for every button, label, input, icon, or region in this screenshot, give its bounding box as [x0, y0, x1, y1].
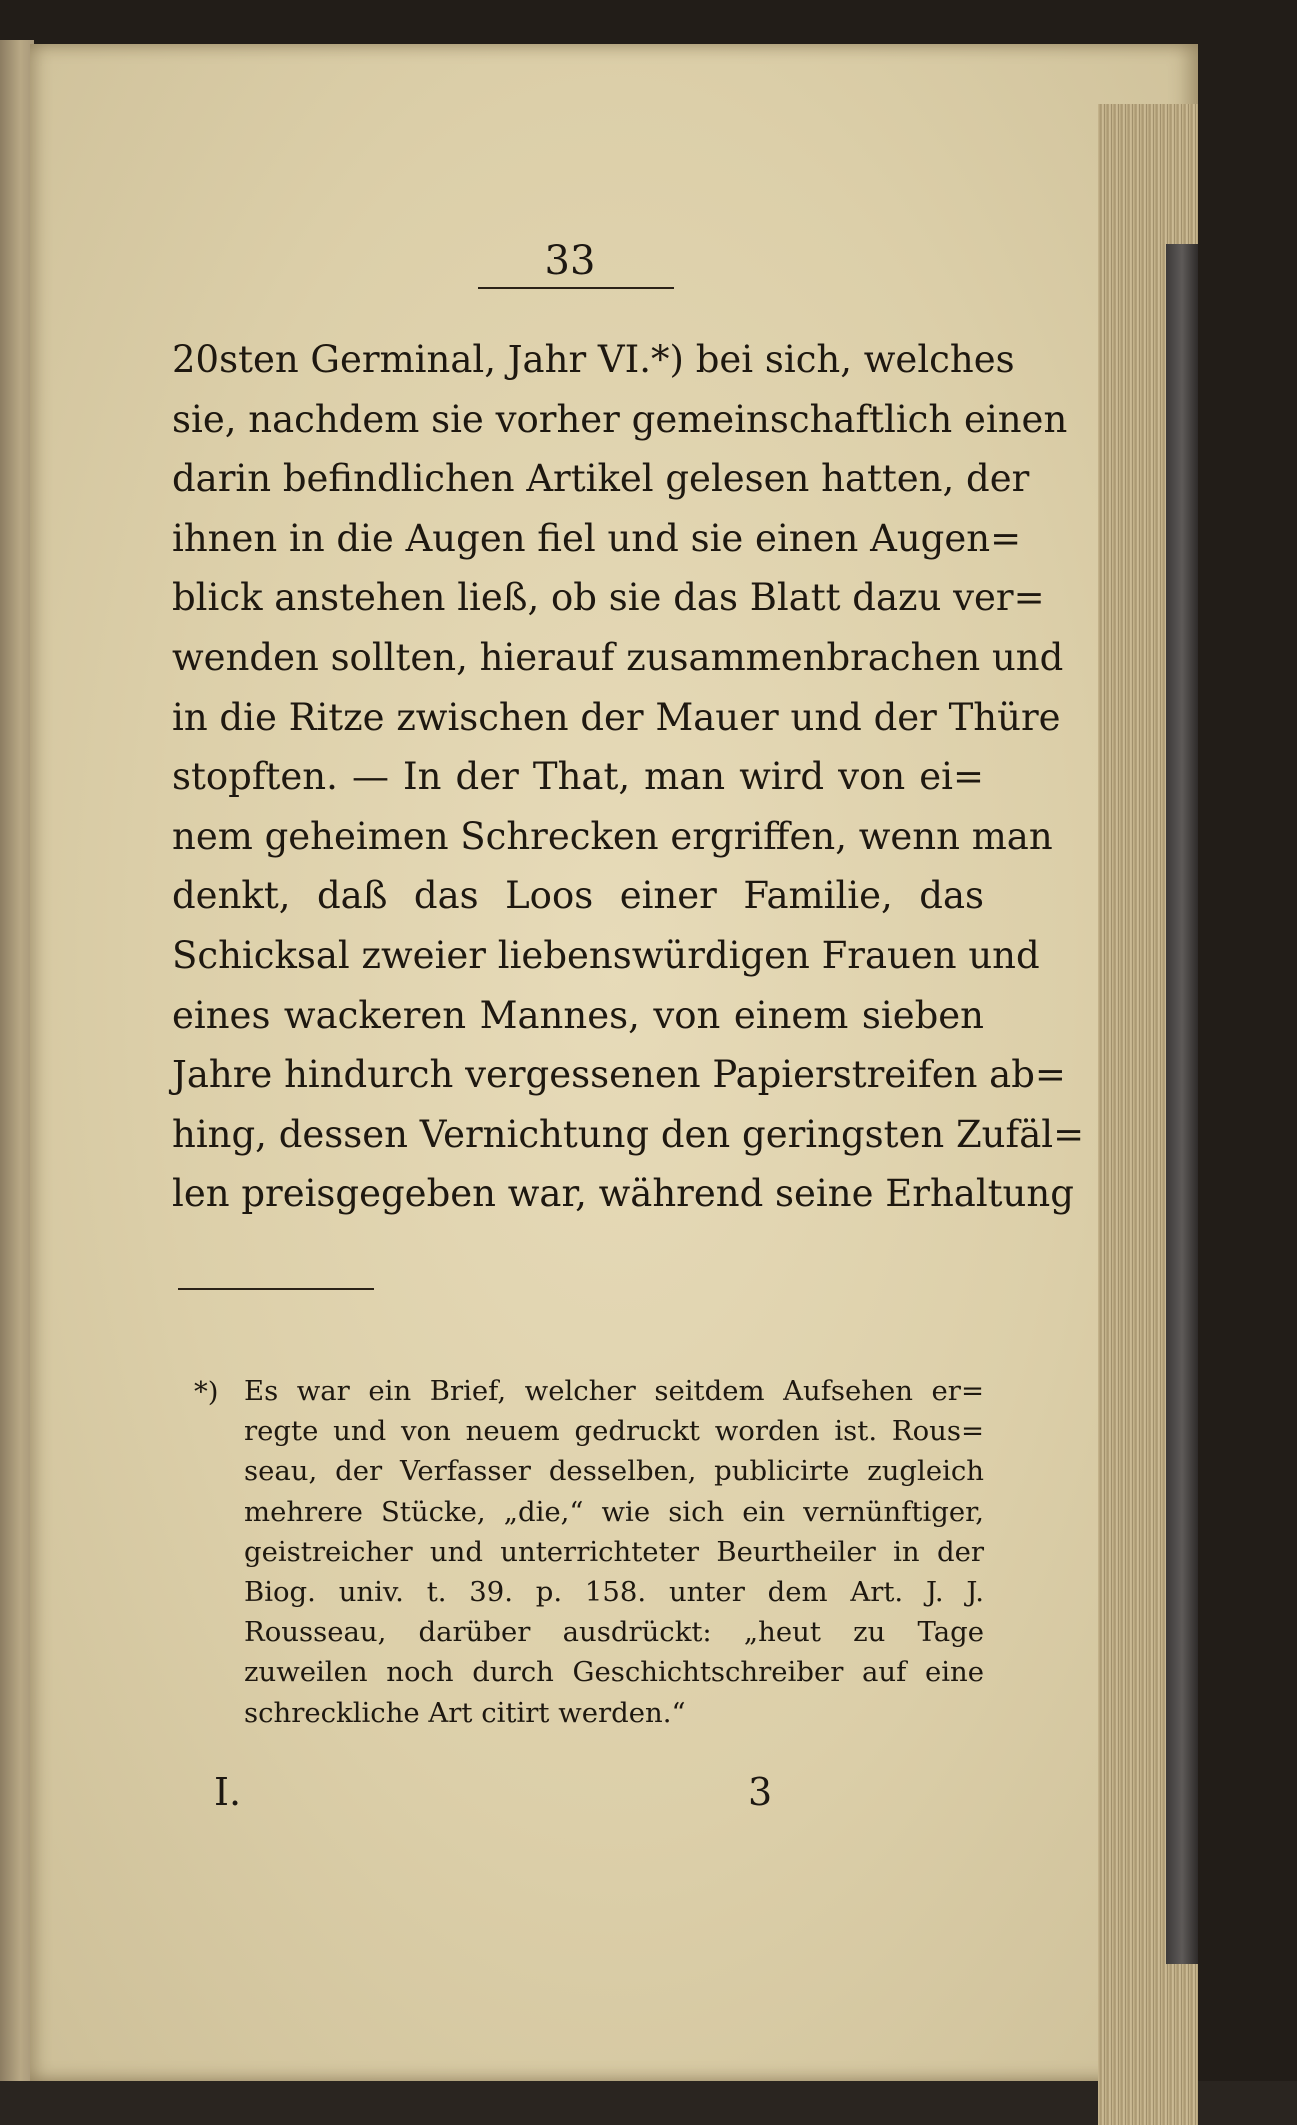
body-line: in die Ritze zwischen der Mauer und der Thüre — [172, 695, 1061, 739]
body-line: nem geheimen Schrecken ergriffen, wenn man — [172, 814, 1053, 858]
footnote-rule — [178, 1288, 374, 1290]
footnote-line: Rousseau, darüber ausdrückt: „heut zu Tage — [244, 1616, 984, 1649]
facing-page-edge — [0, 40, 34, 2081]
body-line: wenden sollten, hierauf zusammenbrachen und — [172, 635, 1064, 679]
footnote-line: Biog. univ. t. 39. p. 158. unter dem Art. J. J. — [244, 1575, 984, 1608]
footnote-line: schreckliche Art citirt werden.“ — [244, 1696, 686, 1729]
body-line: ihnen in die Augen fiel und sie einen Augen= — [172, 516, 1022, 560]
body-line: stopften. — In der That, man wird von ei= — [172, 755, 984, 799]
footnote-marker: *) — [194, 1376, 219, 1408]
cover-edge — [1166, 244, 1198, 1964]
body-line: darin befindlichen Artikel gelesen hatten, der — [172, 457, 1030, 501]
footnote-line: Es war ein Brief, welcher seitdem Aufsehen er= — [244, 1375, 984, 1407]
body-line: hing, dessen Vernichtung den geringsten Zufäl= — [172, 1112, 1085, 1156]
body-line: 20sten Germinal, Jahr VI.*) bei sich, welches — [172, 338, 1015, 381]
footnote-line: mehrere Stücke, „die,“ wie sich ein vernünftiger, — [244, 1495, 984, 1528]
page-number: 33 — [544, 238, 596, 284]
body-line: Schicksal zweier liebenswürdigen Frauen und — [172, 933, 1040, 977]
footnote-line: regte und von neuem gedruckt worden ist. Rous= — [244, 1415, 984, 1448]
body-text — [172, 330, 1085, 1224]
body-line: len preisgegeben war, während seine Erhaltung — [172, 1172, 1074, 1216]
gathering-number: 3 — [748, 1770, 773, 1814]
body-line: eines wackeren Mannes, von einem sieben — [172, 993, 984, 1037]
footnote — [194, 1371, 984, 1733]
body-line: Jahre hindurch vergessenen Papierstreifen ab= — [172, 1053, 1066, 1097]
signature-mark: I. — [214, 1770, 242, 1814]
body-line: denkt, daß das Loos einer Familie, das — [172, 874, 984, 918]
header-rule — [478, 287, 674, 289]
footnote-line: geistreicher und unterrichteter Beurtheiler in der — [244, 1535, 984, 1568]
body-line: sie, nachdem sie vorher gemeinschaftlich einen — [172, 397, 1068, 441]
body-line: blick anstehen ließ, ob sie das Blatt dazu ver= — [172, 576, 1045, 620]
footnote-line: zuweilen noch durch Geschichtschreiber auf eine — [244, 1656, 984, 1689]
footnote-line: seau, der Verfasser desselben, publicirte zugleich — [244, 1455, 984, 1488]
